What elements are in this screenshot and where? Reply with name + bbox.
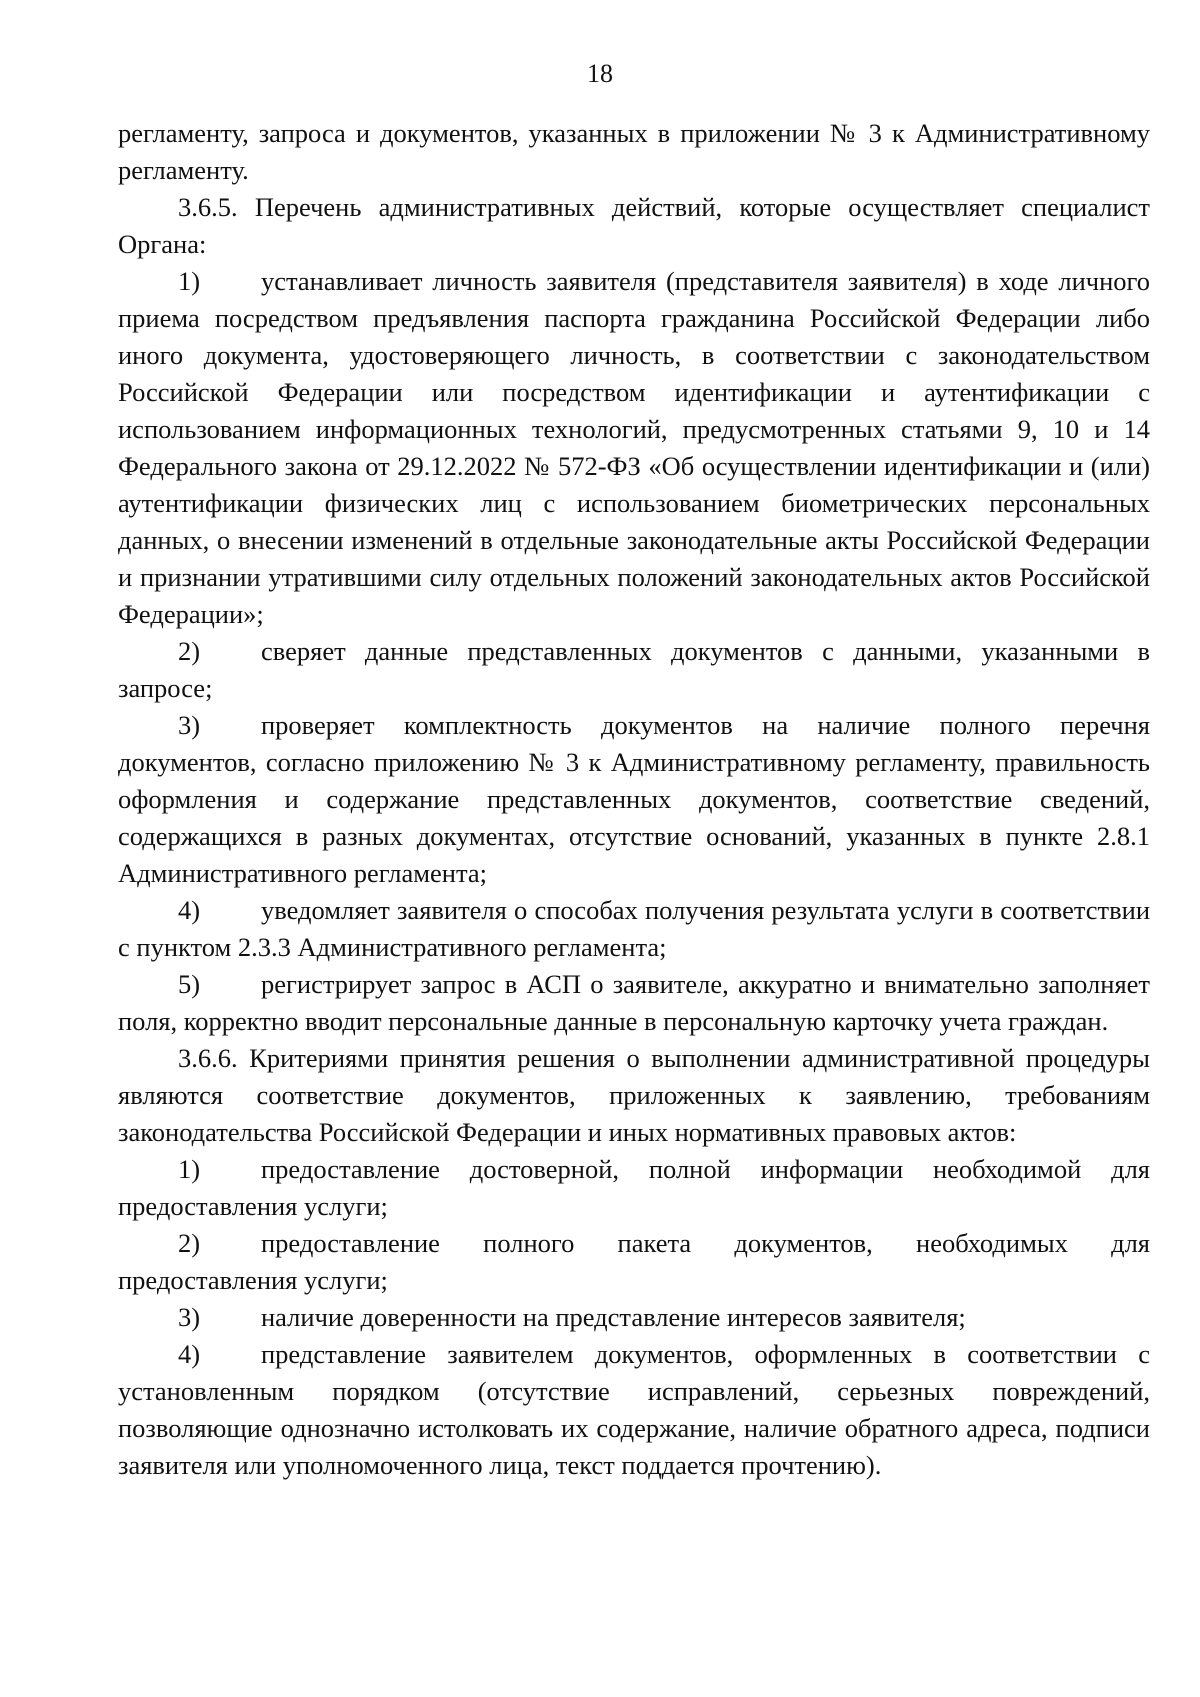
list-item-number: 4) xyxy=(178,895,201,925)
list-item-text: представление заявителем документов, оформленных в соответствии с установленным порядком (отсутствие исправлений, серьезных повреждений, позволяющие однозначно истолковать их содержание, наличие обратного адреса, подписи заявителя или уполномоченного лица, текст поддается прочтению). xyxy=(118,1339,1150,1480)
list-item xyxy=(118,1299,1150,1336)
list-item xyxy=(118,1336,1150,1484)
list-item xyxy=(118,1151,1150,1225)
paragraph-text: 3.6.6. Критериями принятия решения о выполнении административной процедуры являются соответствие документов, приложенных к заявлению, требованиям законодательства Российской Федерации и иных нормативных правовых актов: xyxy=(118,1043,1150,1147)
paragraph-continuation xyxy=(118,115,1150,189)
page-number: 18 xyxy=(587,59,613,88)
list-item-text: уведомляет заявителя о способах получения результата услуги в соответствии с пунктом 2.3.3 Административного регламента; xyxy=(118,895,1150,962)
paragraph-3-6-5 xyxy=(118,189,1150,263)
list-item-number: 5) xyxy=(178,969,201,999)
list-item-number: 1) xyxy=(178,266,201,296)
list-item xyxy=(118,966,1150,1040)
list-item-text: регистрирует запрос в АСП о заявителе, аккуратно и внимательно заполняет поля, корректно вводит персональные данные в персональную карточку учета граждан. xyxy=(118,969,1150,1036)
document-body xyxy=(118,115,1150,1484)
list-item xyxy=(118,633,1150,707)
list-item xyxy=(118,263,1150,633)
list-item-number: 4) xyxy=(178,1339,201,1369)
list-item-number: 3) xyxy=(178,1302,201,1332)
list-item-text: наличие доверенности на представление интересов заявителя; xyxy=(261,1302,966,1332)
list-item-text: предоставление полного пакета документов, необходимых для предоставления услуги; xyxy=(118,1228,1150,1295)
paragraph-text: регламенту, запроса и документов, указанных в приложении № 3 к Административному регламенту. xyxy=(118,118,1150,185)
list-item-number: 2) xyxy=(178,636,201,666)
list-item xyxy=(118,1225,1150,1299)
list-item xyxy=(118,892,1150,966)
paragraph-text: 3.6.5. Перечень административных действий, которые осуществляет специалист Органа: xyxy=(118,192,1150,259)
list-item xyxy=(118,707,1150,892)
list-item-number: 1) xyxy=(178,1154,201,1184)
list-item-text: устанавливает личность заявителя (представителя заявителя) в ходе личного приема посредством предъявления паспорта гражданина Российской Федерации либо иного документа, удостоверяющего личность, в соответствии с законодательством Российской Федерации или посредством идентификации и аутентификации с использованием информационных технологий, предусмотренных статьями 9, 10 и 14 Федерального закона от 29.12.2022 № 572-ФЗ «Об осуществлении идентификации и (или) аутентификации физических лиц с использованием биометрических персональных данных, о внесении изменений в отдельные законодательные акты Российской Федерации и признании утратившими силу отдельных положений законодательных актов Российской Федерации»; xyxy=(118,266,1150,629)
list-item-text: предоставление достоверной, полной информации необходимой для предоставления услуги; xyxy=(118,1154,1150,1221)
paragraph-3-6-6 xyxy=(118,1040,1150,1151)
list-item-number: 2) xyxy=(178,1228,201,1258)
list-item-text: сверяет данные представленных документов с данными, указанными в запросе; xyxy=(118,636,1150,703)
list-item-number: 3) xyxy=(178,710,201,740)
list-item-text: проверяет комплектность документов на наличие полного перечня документов, согласно приложению № 3 к Административному регламенту, правильность оформления и содержание представленных документов, соответствие сведений, содержащихся в разных документах, отсутствие оснований, указанных в пункте 2.8.1 Административного регламента; xyxy=(118,710,1150,888)
